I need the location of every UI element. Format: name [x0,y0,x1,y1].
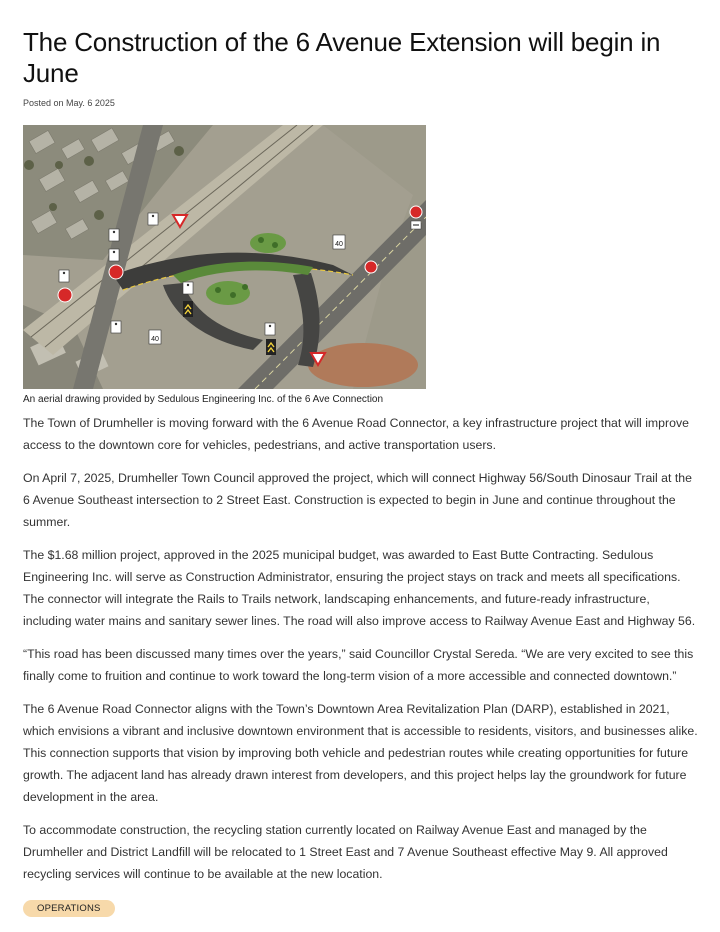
paragraph: “This road has been discussed many times over the years,” said Councillor Crystal Sereda. “We are very excited to see this finally come to fruition and continue to work toward the long-term vision of a more accessible and connected downtown.” [23,647,694,683]
posted-date: Posted on May. 6 2025 [23,98,115,108]
paragraph: On April 7, 2025, Drumheller Town Council approved the project, which will connect Highway 56/South Dinosaur Trail at the 6 Avenue Southeast intersection to 2 Street East. Construction is expected to begin in June and continue throughout the summer. [23,471,692,529]
image-caption: An aerial drawing provided by Sedulous Engineering Inc. of the 6 Ave Connection [23,394,384,405]
paragraph: To accommodate construction, the recycling station currently located on Railway Avenue East and managed by the Drumheller and District Landfill will be relocated to 1 Street East and 7 Avenue Southeast effective May 9. All approved recycling services will continue to be available at the new location. [23,823,668,881]
paragraph: The 6 Avenue Road Connector aligns with the Town’s Downtown Area Revitalization Plan (DARP), established in 2021, which envisions a vibrant and inclusive downtown environment that is accessible to residents, visitors, and businesses alike. This connection supports that vision by improving both vehicle and pedestrian routes while creating opportunities for future growth. The adjacent land has already drawn interest from developers, and this project helps lay the groundwork for future development in the area. [23,702,698,804]
article-body [23,412,699,917]
article-title: The Construction of the 6 Avenue Extension will begin in June [23,27,661,88]
category-tag[interactable]: OPERATIONS [23,900,115,917]
paragraph: The $1.68 million project, approved in the 2025 municipal budget, was awarded to East Butte Contracting. Sedulous Engineering Inc. will serve as Construction Administrator, ensuring the project stays on track and meets all specifications. The connector will integrate the Rails to Trails network, landscaping enhancements, and future-ready infrastructure, including water mains and sanitary sewer lines. The road will also improve access to Railway Avenue East and Highway 56. [23,548,696,628]
speed-limit-sign: 40 [335,241,343,248]
paragraph: The Town of Drumheller is moving forward with the 6 Avenue Road Connector, a key infrastructure project that will improve access to the downtown core for vehicles, pedestrians, and active transportation users. [23,416,689,452]
aerial-drawing-image [23,125,426,389]
speed-limit-sign: 40 [151,336,159,343]
